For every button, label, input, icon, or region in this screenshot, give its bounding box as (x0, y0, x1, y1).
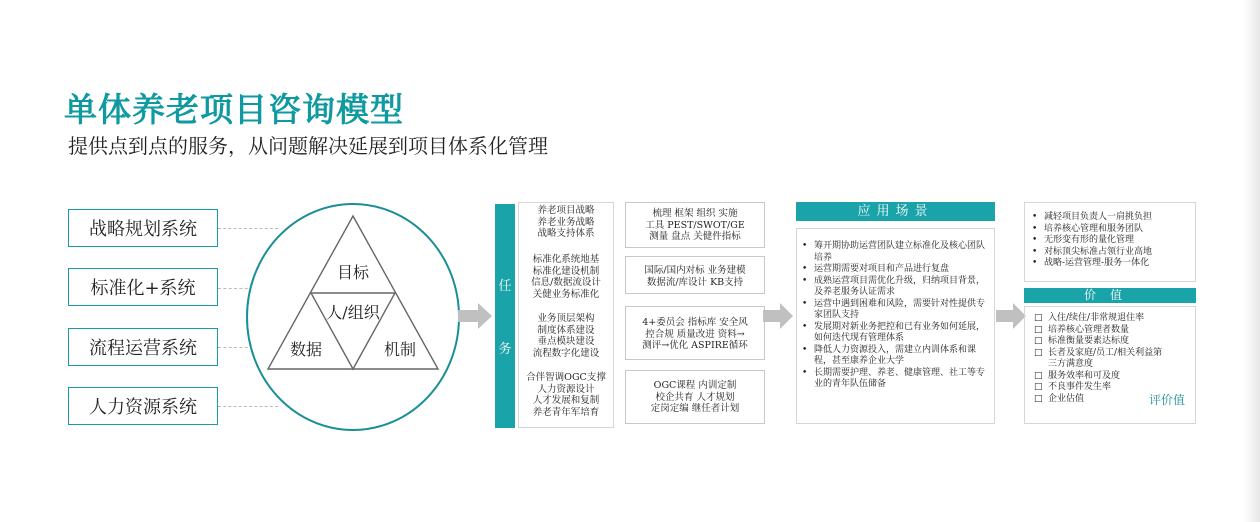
triangle-label-mechanism: 机制 (383, 340, 417, 359)
list-item: □ 培养核心管理者数量 (1034, 325, 1164, 337)
list-item: • 筹开期协助运营团队建立标准化及核心团队培养 (800, 241, 988, 264)
list-item: □ 标准衡量要素达标度 (1034, 336, 1164, 348)
task-group-hr: 合伴智调OGC支撑 人力资源设计 人才发展和复制 养老青年军培育 (526, 372, 606, 418)
page-subtitle: 提供点到点的服务，从问题解决延展到项目体系化管理 (68, 134, 548, 158)
arrow-right-icon (996, 303, 1026, 329)
list-item: • 运营期需要对项目和产品进行复盘 (800, 264, 988, 276)
list-item: • 发展期对新业务把控和已有业务如何延展，如何迭代现有管理体系 (800, 322, 988, 345)
task-label-char: 务 (498, 342, 512, 357)
page-edge-shadow (1244, 0, 1260, 522)
list-item: • 成熟运营项目需优化升级，归纳项目背景，及养老服务认证需求 (800, 276, 988, 299)
system-box-hr: 人力资源系统 (68, 387, 218, 425)
triangle-model-diagram (244, 200, 462, 434)
tool-box-text: 梳理 框架 组织 实施 工具 PEST/SWOT/GE 测量 盘点 关健件指标 (645, 208, 745, 242)
scenarios-header: 应用场景 (796, 202, 995, 221)
task-label-char: 任 (498, 279, 512, 294)
triangle-label-goal: 目标 (336, 263, 370, 282)
arrow-right-icon (458, 303, 492, 329)
triangle-label-data: 数据 (289, 340, 323, 359)
list-item: • 培养核心管理和服务团队 (1030, 224, 1192, 236)
list-item: □ 服务效率和可及度 (1034, 371, 1164, 383)
list-item: □ 入住/续住/非常规退住率 (1034, 313, 1164, 325)
list-item: • 无形变有形的量化管理 (1030, 235, 1192, 247)
list-item: • 运营中遇到困难和风险，需要针对性提供专家团队支持 (800, 299, 988, 322)
scenarios-list (800, 241, 988, 391)
triangle-label-people: 人/组织 (326, 303, 380, 322)
list-item: □ 长者及家庭/员工/相关利益第三方满意度 (1034, 348, 1164, 371)
tool-box-text: OGC课程 内训定制 校企共育 人才规划 定岗定编 继任者计划 (650, 380, 740, 414)
task-label-bar (495, 204, 515, 428)
value-header: 价值 (1024, 288, 1196, 303)
tool-box-text: 4+委员会 指标库 安全风 控合规 质量改进 资料→ 测评→优化 ASPIRE循环 (642, 317, 748, 351)
value-tag: 评价值 (1149, 393, 1186, 407)
value-list (1034, 313, 1164, 405)
task-group-strategy: 养老项目战略 养老业务战略 战略支持体系 (537, 205, 595, 239)
arrow-right-icon (763, 303, 793, 329)
task-group-process: 业务顶层架构 制度体系建设 垂点模块建设 流程数字化建设 (532, 313, 600, 359)
list-item: • 战略-运营管理-服务一体化 (1030, 258, 1192, 270)
list-item: • 长期需要护理、养老、健康管理、社工等专业的青年队伍储备 (800, 368, 988, 391)
list-item: • 对标顶尖标准占领行业高地 (1030, 247, 1192, 259)
system-box-process: 流程运营系统 (68, 328, 218, 366)
list-item: □ 不良事件发生率 (1034, 382, 1164, 394)
system-box-strategy: 战略规划系统 (68, 209, 218, 247)
system-box-standardization: 标准化+系统 (68, 268, 218, 306)
list-item: • 降低人力资源投入，需建立内训体系和课程，甚至康养企业大学 (800, 345, 988, 368)
tool-box-text: 国际/国内对标 业务建模 数据流/库设计 KB支持 (644, 265, 746, 288)
benefits-list (1030, 212, 1192, 270)
list-item: □ 企业估值 (1034, 394, 1164, 406)
list-item: • 减轻项目负责人一肩挑负担 (1030, 212, 1192, 224)
task-group-standard: 标准化系统地基 标准化建设机制 信息/数据流设计 关健业务标准化 (531, 254, 601, 300)
page-title: 单体养老项目咨询模型 (64, 90, 404, 129)
